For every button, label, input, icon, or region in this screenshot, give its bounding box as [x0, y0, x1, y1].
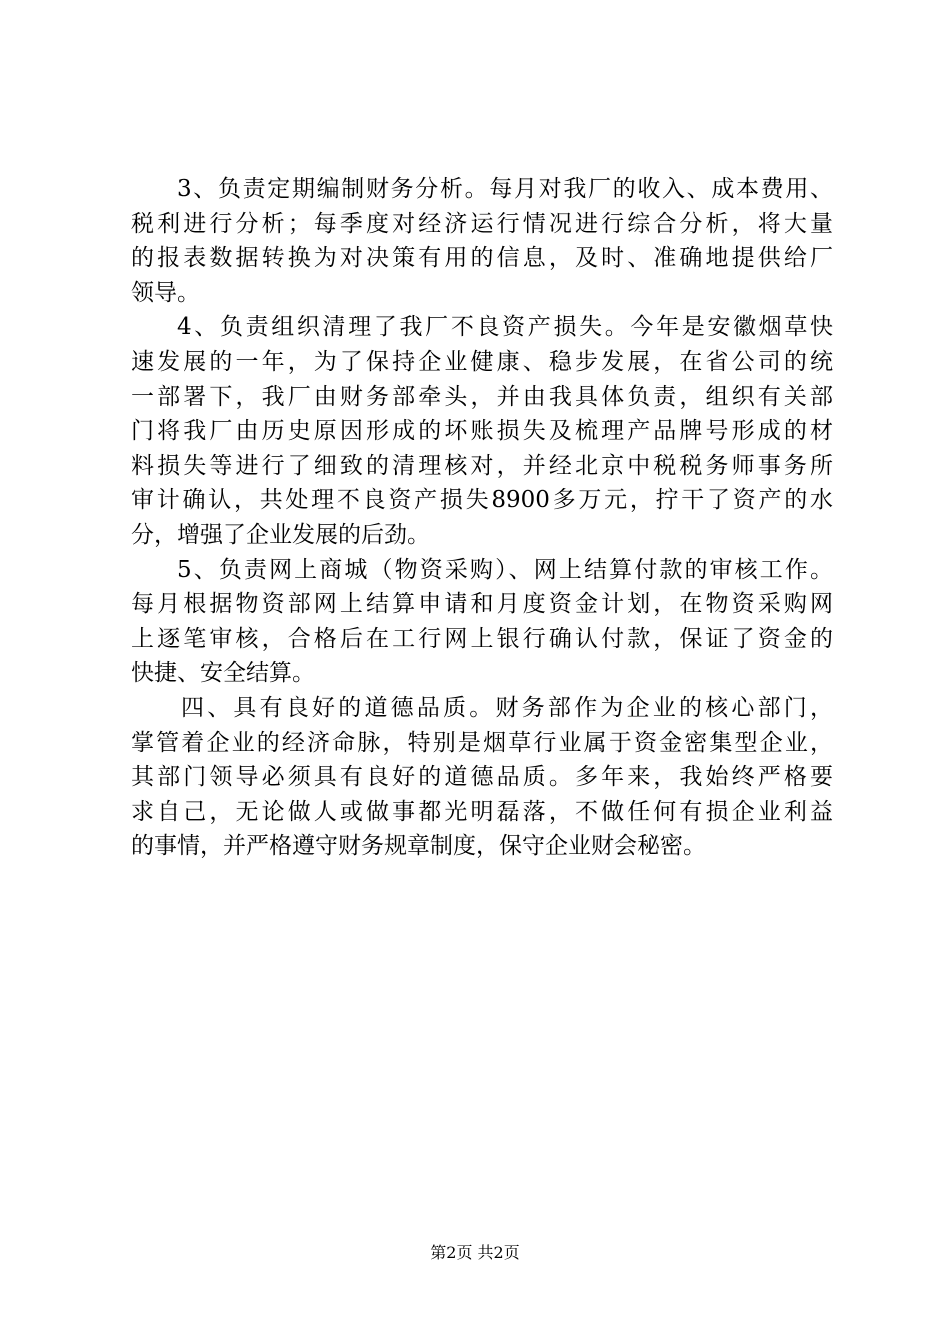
text-line: 的事情，并严格遵守财务规章制度，保守企业财会秘密。	[131, 833, 706, 860]
text-line: 税利进行分析；每季度对经济运行情况进行综合分析，将大量	[131, 210, 833, 237]
text-line: 分，增强了企业发展的后劲。	[131, 521, 430, 548]
paragraph-item-4	[131, 310, 833, 552]
paragraph-item-5	[131, 553, 833, 691]
paragraph-item-3	[131, 172, 833, 310]
text-line: 快捷、安全结算。	[131, 660, 315, 687]
text-line: 领导。	[131, 279, 200, 306]
text-line: 掌管着企业的经济命脉，特别是烟草行业属于资金密集型企业，	[131, 729, 833, 756]
text-line: 其部门领导必须具有良好的道德品质。多年来，我始终严格要	[131, 764, 833, 791]
text-line: 一部署下，我厂由财务部牵头，并由我具体负责，组织有关部	[131, 383, 833, 410]
text-line: 料损失等进行了细致的清理核对，并经北京中税税务师事务所	[131, 452, 833, 479]
page-footer: 第2页 共2页	[430, 1243, 520, 1262]
text-line: 3、负责定期编制财务分析。每月对我厂的收入、成本费用、	[177, 176, 833, 202]
text-line: 5、负责网上商城（物资采购）、网上结算付款的审核工作。	[177, 556, 833, 583]
text-line: 的报表数据转换为对决策有用的信息，及时、准确地提供给厂	[131, 245, 833, 272]
text-line: 求自己，无论做人或做事都光明磊落，不做任何有损企业利益	[131, 798, 833, 825]
text-line: 上逐笔审核，合格后在工行网上银行确认付款，保证了资金的	[131, 625, 833, 652]
text-line: 门将我厂由历史原因形成的坏账损失及梳理产品牌号形成的材	[131, 418, 833, 445]
text-line: 速发展的一年，为了保持企业健康、稳步发展，在省公司的统	[131, 348, 833, 375]
text-line: 四、具有良好的道德品质。财务部作为企业的核心部门，	[181, 694, 833, 721]
document-body	[131, 172, 833, 864]
text-line: 每月根据物资部网上结算申请和月度资金计划，在物资采购网	[131, 591, 833, 618]
text-line: 审计确认，共处理不良资产损失8900多万元，拧干了资产的水	[131, 487, 833, 514]
text-line: 4、负责组织清理了我厂不良资产损失。今年是安徽烟草快	[177, 314, 833, 341]
paragraph-section-4	[131, 691, 833, 864]
